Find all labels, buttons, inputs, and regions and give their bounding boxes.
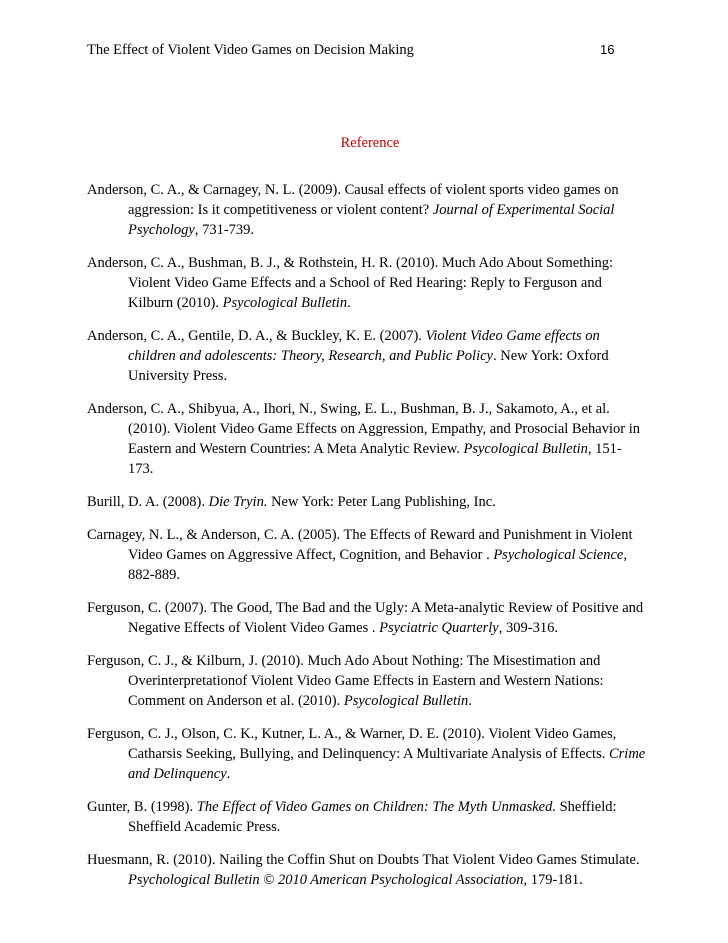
reference-text-end: , 882-889. — [128, 547, 627, 583]
reference-source-title: Die Tryin. — [208, 494, 268, 510]
reference-source-title: The Effect of Video Games on Children: The Myth Unmasked. — [196, 799, 556, 815]
reference-list — [87, 180, 647, 903]
reference-source-title: Psyciatric Quarterly — [379, 620, 499, 636]
reference-text-end: . — [226, 766, 231, 782]
reference-text: Ferguson, C. J., & Kilburn, J. (2010). Much Ado About Nothing: The Misestimation and Overinterpretationof Violent Video Game Effects in Eastern and Western Nations: Comment on Anderson et al. (2010). — [87, 653, 604, 709]
reference-text: Anderson, C. A., Gentile, D. A., & Buckley, K. E. (2007). — [87, 328, 426, 344]
reference-text: Huesmann, R. (2010). Nailing the Coffin Shut on Doubts That Violent Video Games Stimulate. — [87, 852, 640, 868]
reference-text: Anderson, C. A., Bushman, B. J., & Rothstein, H. R. (2010). Much Ado About Something: Violent Video Game Effects and a School of Red Hearing: Reply to Ferguson and Kilburn (2010). — [87, 255, 614, 311]
reference-text: Anderson, C. A., Shibyua, A., Ihori, N., Swing, E. L., Bushman, B. J., Sakamoto, A., et al. (2010). Violent Video Game Effects on Aggression, Empathy, and Prosocial Behavior in Eastern and Western Countries: A Meta Analytic Review. — [87, 401, 640, 457]
reference-text: Ferguson, C. J., Olson, C. K., Kutner, L. A., & Warner, D. E. (2010). Violent Video Games, Catharsis Seeking, Bullying, and Delinquency: A Multivariate Analysis of Effects. — [87, 726, 617, 762]
reference-text-end: New York: Peter Lang Publishing, Inc. — [267, 494, 496, 510]
reference-entry — [87, 724, 647, 784]
reference-entry — [87, 797, 647, 837]
page-number: 16 — [600, 42, 615, 57]
running-head: The Effect of Violent Video Games on Decision Making — [87, 42, 414, 58]
reference-source-title: Psycological Bulletin — [343, 693, 469, 709]
reference-entry — [87, 326, 647, 386]
reference-text: Gunter, B. (1998). — [87, 799, 197, 815]
reference-source-title: Psychological Bulletin © 2010 American Psychological Association — [128, 872, 524, 888]
reference-text-end: , 151-173. — [128, 441, 622, 477]
reference-entry — [87, 598, 647, 638]
reference-text: Burill, D. A. (2008). — [87, 494, 209, 510]
reference-text-end: , 731-739. — [194, 222, 255, 238]
reference-entry — [87, 651, 647, 711]
reference-text-end: . — [347, 295, 351, 311]
reference-source-title: Psychological Science — [493, 547, 624, 563]
reference-text: Anderson, C. A., & Carnagey, N. L. (2009). Causal effects of violent sports video games on aggression: Is it competitiveness or violent content? — [87, 182, 619, 218]
reference-source-title: Violent Video Game effects on children and adolescents: Theory, Research, and Public Policy — [128, 328, 600, 364]
reference-entry — [87, 525, 647, 585]
reference-text-end: , 179-181. — [523, 872, 583, 888]
reference-text-end: . New York: Oxford University Press. — [128, 348, 609, 384]
reference-source-title: Psycological Bulletin — [222, 295, 348, 311]
reference-text-end: . — [468, 693, 472, 709]
reference-entry — [87, 399, 647, 479]
reference-source-title: Crime and Delinquency — [128, 746, 646, 782]
reference-entry — [87, 850, 647, 890]
reference-entry — [87, 253, 647, 313]
reference-text: Carnagey, N. L., & Anderson, C. A. (2005). The Effects of Reward and Punishment in Violent Video Games on Aggressive Affect, Cognition, and Behavior . — [87, 527, 633, 563]
reference-entry — [87, 492, 647, 512]
section-title: Reference — [340, 135, 400, 151]
reference-text: Ferguson, C. (2007). The Good, The Bad and the Ugly: A Meta-analytic Review of Positive and Negative Effects of Violent Video Games . — [87, 600, 644, 636]
reference-entry — [87, 180, 647, 240]
reference-text-end: Sheffield: Sheffield Academic Press. — [128, 799, 617, 835]
reference-source-title: Journal of Experimental Social Psychology — [128, 202, 615, 238]
reference-text-end: , 309-316. — [498, 620, 558, 636]
reference-source-title: Psycological Bulletin — [463, 441, 588, 457]
